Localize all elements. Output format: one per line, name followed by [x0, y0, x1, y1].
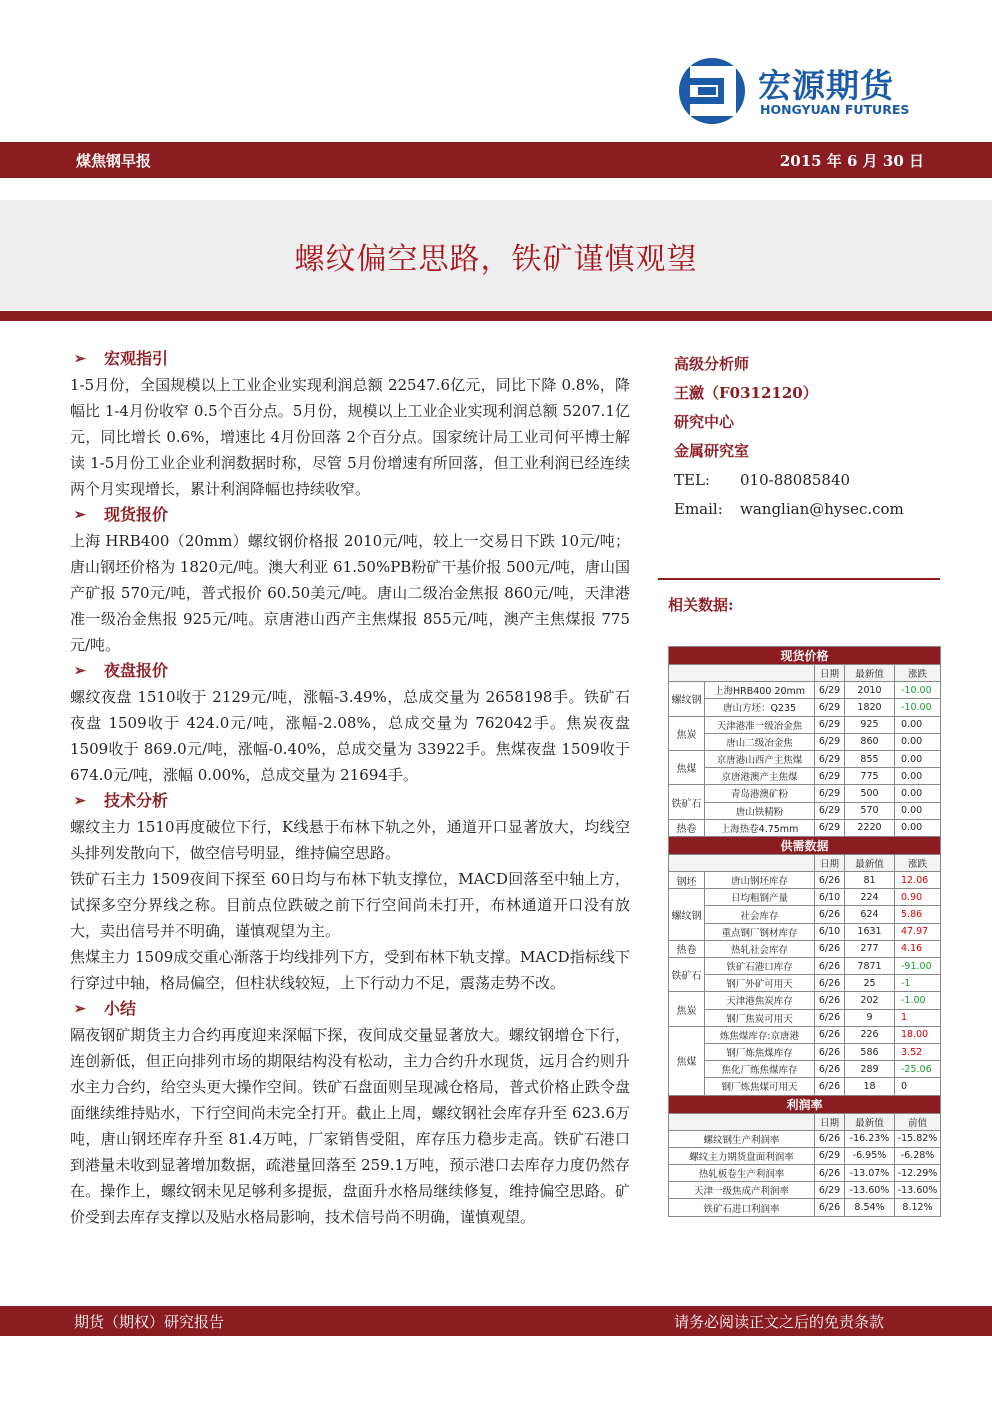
- row-date: 6/29: [815, 682, 845, 699]
- row-value: 1631: [845, 923, 895, 940]
- row-date: 6/26: [815, 872, 845, 889]
- table-row: [669, 750, 941, 767]
- bullet-arrow-icon: ➢: [74, 663, 86, 679]
- row-item-label: 天津一级焦成产利润率: [669, 1182, 815, 1199]
- row-prev-value: 8.12%: [895, 1199, 941, 1216]
- table-row: [669, 1009, 941, 1026]
- table-row: [669, 802, 941, 819]
- table-row: [669, 940, 941, 957]
- row-value: -6.95%: [845, 1147, 895, 1164]
- section-heading: 宏观指引: [104, 349, 169, 368]
- section-heading: 技术分析: [104, 791, 169, 810]
- section-paragraph: 1-5月份，全国规模以上工业企业实现利润总额 22547.6亿元，同比下降 0.8%，降幅比 1-4月份收窄 0.5个百分点。5月份，规模以上工业企业实现利润总额 5207.1亿元，同比增长 0.6%，增速比 4月份回落 2个百分点。国家统计局工业司何平博士解读 1-5月份工业企业利润数据时称，尽管 5月份增速有所回落，但工业利润已经连续两个月实现增长，累计利润降幅也持续收窄。: [70, 376, 630, 498]
- row-group-label: 焦炭: [669, 992, 705, 1026]
- table-row: [669, 785, 941, 802]
- logo-text-en: HONGYUAN FUTURES: [760, 102, 910, 117]
- row-date: 6/26: [815, 975, 845, 992]
- row-item-label: 唐山铁精粉: [705, 802, 815, 819]
- row-group-label: 热卷: [669, 819, 705, 836]
- email-link[interactable]: wanglian@hysec.com: [740, 500, 904, 518]
- table-row: [669, 975, 941, 992]
- table-row: [669, 958, 941, 975]
- section-paragraph: 螺纹夜盘 1510收于 2129元/吨，涨幅-3.49%，总成交量为 2658198手。铁矿石夜盘 1509收于 424.0元/吨，涨幅-2.08%，总成交量为 762042手。焦炭夜盘 1509收于 869.0元/吨，涨幅-0.40%，总成交量为 33922手。焦煤夜盘 1509收于 674.0元/吨，涨幅 0.00%，总成交量为 21694手。: [70, 688, 630, 784]
- row-value: 855: [845, 750, 895, 767]
- row-value: 925: [845, 716, 895, 733]
- row-change: 0.00: [895, 819, 941, 836]
- table-column-header: [669, 854, 941, 871]
- row-group-label: 铁矿石: [669, 958, 705, 992]
- section-heading: 夜盘报价: [104, 661, 169, 680]
- row-item-label: 焦化厂炼焦煤库存: [705, 1061, 815, 1078]
- row-change: 0.00: [895, 733, 941, 750]
- table-column-header: [669, 665, 941, 682]
- column-header-date: 日期: [815, 854, 845, 871]
- analyst-team: 金属研究室: [674, 442, 750, 460]
- row-value: 18: [845, 1078, 895, 1095]
- row-value: 9: [845, 1009, 895, 1026]
- row-date: 6/26: [815, 958, 845, 975]
- row-change: 0.90: [895, 889, 941, 906]
- market-data-table: [668, 646, 941, 1217]
- table-row: [669, 1130, 941, 1147]
- row-item-label: 日均粗钢产量: [705, 889, 815, 906]
- row-change: 0.00: [895, 750, 941, 767]
- table-column-header: [669, 1113, 941, 1130]
- row-date: 6/29: [815, 716, 845, 733]
- bullet-arrow-icon: ➢: [74, 793, 86, 809]
- row-prev-value: -15.82%: [895, 1130, 941, 1147]
- row-date: 6/29: [815, 733, 845, 750]
- table-section-header: [669, 1095, 941, 1113]
- row-value: 500: [845, 785, 895, 802]
- row-prev-value: -12.29%: [895, 1165, 941, 1182]
- row-item-label: 钢厂外矿可用天: [705, 975, 815, 992]
- table-row: [669, 889, 941, 906]
- row-change: 47.97: [895, 923, 941, 940]
- section-paragraph: 隔夜钢矿期货主力合约再度迎来深幅下探，夜间成交量显著放大。螺纹钢增仓下行，连创新低，但正向排列市场的期限结构没有松动，主力合约升水现货，远月合约则升水主力合约，给空头更大操作空间。铁矿石盘面则呈现减仓格局，普式价格止跌令盘面继续维持贴水，下行空间尚未完全打开。截止上周，螺纹钢社会库存升至 623.6万吨，唐山钢坯库存升至 81.4万吨，厂家销售受阻，库存压力稳步走高。铁矿石港口到港量未收到显著增加数据，疏港量回落至 259.1万吨，预示港口去库存力度仍然存在。操作上，螺纹钢未见足够利多提振，盘面升水格局继续修复，维持偏空思路。矿价受到去库存支撑以及贴水格局影响，技术信号尚不明确，谨慎观望。: [70, 1026, 630, 1226]
- table-row: [669, 1199, 941, 1216]
- company-logo: [676, 52, 936, 132]
- table-row: [669, 1043, 941, 1060]
- tel-value: 010-88085840: [740, 471, 851, 489]
- table-row: [669, 1078, 941, 1095]
- table-row: [669, 992, 941, 1009]
- bullet-arrow-icon: ➢: [74, 351, 86, 367]
- table-row: [669, 1061, 941, 1078]
- row-value: 860: [845, 733, 895, 750]
- row-value: 25: [845, 975, 895, 992]
- section-night: [70, 658, 630, 788]
- row-item-label: 螺纹钢生产利润率: [669, 1130, 815, 1147]
- row-item-label: 钢厂焦炭可用天: [705, 1009, 815, 1026]
- row-item-label: 天津港焦炭库存: [705, 992, 815, 1009]
- row-value: -13.07%: [845, 1165, 895, 1182]
- row-date: 6/26: [815, 1009, 845, 1026]
- section-paragraph: 铁矿石主力 1509夜间下探至 60日均与布林下轨支撑位，MACD回落至中轴上方，试探多空分界线之称。目前点位跌破之前下行空间尚未打开，布林通道开口没有放大，卖出信号并不明确，谨慎观望为主。: [70, 870, 630, 940]
- row-change: 3.52: [895, 1043, 941, 1060]
- table-row: [669, 1026, 941, 1043]
- row-item-label: 天津港准一级冶金焦: [705, 716, 815, 733]
- sidebar-divider: [658, 578, 940, 580]
- row-item-label: 唐山二级冶金焦: [705, 733, 815, 750]
- row-item-label: 热轧板卷生产利润率: [669, 1165, 815, 1182]
- table-row: [669, 923, 941, 940]
- row-value: 775: [845, 768, 895, 785]
- row-change: 5.86: [895, 906, 941, 923]
- row-change: 0.00: [895, 785, 941, 802]
- table-row: [669, 872, 941, 889]
- section-spot: [70, 502, 630, 658]
- section-paragraph: 焦煤主力 1509成交重心渐落于均线排列下方，受到布林下轨支撑。MACD指标线下行穿过中轴，格局偏空，但柱状线较短，上下行动力不足，震荡走势不改。: [70, 948, 630, 992]
- row-group-label: 铁矿石: [669, 785, 705, 819]
- row-item-label: 社会库存: [705, 906, 815, 923]
- row-value: 202: [845, 992, 895, 1009]
- row-change: 1: [895, 1009, 941, 1026]
- row-item-label: 螺纹主力期货盘面利润率: [669, 1147, 815, 1164]
- row-date: 6/26: [815, 1199, 845, 1216]
- row-change: 0.00: [895, 802, 941, 819]
- row-value: 570: [845, 802, 895, 819]
- row-date: 6/26: [815, 1078, 845, 1095]
- row-group-label: 钢坯: [669, 872, 705, 889]
- title-band: [0, 200, 992, 310]
- table-row: [669, 733, 941, 750]
- table-row: [669, 1147, 941, 1164]
- row-value: 277: [845, 940, 895, 957]
- report-date: 2015 年 6 月 30 日: [779, 152, 924, 170]
- row-date: 6/26: [815, 1026, 845, 1043]
- row-date: 6/26: [815, 992, 845, 1009]
- row-item-label: 京唐港山西产主焦煤: [705, 750, 815, 767]
- row-value: 586: [845, 1043, 895, 1060]
- row-change: -1.00: [895, 992, 941, 1009]
- email-label: Email:: [674, 500, 723, 518]
- row-item-label: 唐山方坯：Q235: [705, 699, 815, 716]
- row-prev-value: -13.60%: [895, 1182, 941, 1199]
- section-technical: [70, 788, 630, 996]
- row-group-label: 热卷: [669, 940, 705, 957]
- row-value: 624: [845, 906, 895, 923]
- row-value: 2220: [845, 819, 895, 836]
- row-change: 18.00: [895, 1026, 941, 1043]
- row-item-label: 铁矿石进口利润率: [669, 1199, 815, 1216]
- row-value: 7871: [845, 958, 895, 975]
- column-header-value: 最新值: [845, 665, 895, 682]
- table-section-header: [669, 836, 941, 854]
- row-value: 289: [845, 1061, 895, 1078]
- table-section-header: [669, 647, 941, 665]
- table-row: [669, 1182, 941, 1199]
- row-date: 6/29: [815, 699, 845, 716]
- row-item-label: 上海热卷4.75mm: [705, 819, 815, 836]
- column-header-value: 最新值: [845, 854, 895, 871]
- bullet-arrow-icon: ➢: [74, 507, 86, 523]
- row-group-label: 焦煤: [669, 750, 705, 784]
- tel-label: TEL:: [674, 471, 710, 489]
- row-date: 6/29: [815, 1147, 845, 1164]
- analyst-info: [674, 350, 954, 524]
- column-header-group: [669, 665, 815, 682]
- report-type: 煤焦钢早报: [76, 152, 152, 170]
- row-item-label: 炼焦煤库存:京唐港: [705, 1026, 815, 1043]
- table-row: [669, 906, 941, 923]
- row-date: 6/10: [815, 889, 845, 906]
- row-group-label: 螺纹钢: [669, 682, 705, 716]
- report-title: 螺纹偏空思路，铁矿谨慎观望: [294, 242, 698, 277]
- section-paragraph: 上海 HRB400（20mm）螺纹钢价格报 2010元/吨，较上一交易日下跌 10元/吨；唐山钢坯价格为 1820元/吨。澳大利亚 61.50%PB粉矿干基价报 500元/吨，唐山国产矿报 570元/吨，普式报价 60.50美元/吨。唐山二级冶金焦报 860元/吨，天津港准一级冶金焦报 925元/吨。京唐港山西产主焦煤报 855元/吨，澳产主焦煤报 775元/吨。: [70, 532, 630, 654]
- section-heading: 小结: [104, 999, 137, 1018]
- row-date: 6/29: [815, 785, 845, 802]
- bullet-arrow-icon: ➢: [74, 1001, 86, 1017]
- row-change: 0.00: [895, 716, 941, 733]
- row-date: 6/10: [815, 923, 845, 940]
- row-date: 6/26: [815, 1130, 845, 1147]
- spot-section-title: 现货价格: [669, 647, 941, 665]
- row-group-label: 焦煤: [669, 1026, 705, 1095]
- supply-section-title: 供需数据: [669, 836, 941, 854]
- column-header-change: 涨跌: [895, 665, 941, 682]
- row-date: 6/29: [815, 819, 845, 836]
- analyst-name: 王瀲（F0312120）: [674, 384, 818, 402]
- row-item-label: 唐山钢坯库存: [705, 872, 815, 889]
- row-value: 8.54%: [845, 1199, 895, 1216]
- main-content: [70, 346, 630, 1230]
- row-change: -91.00: [895, 958, 941, 975]
- column-header-prev: 前值: [895, 1113, 941, 1130]
- column-header-date: 日期: [815, 1113, 845, 1130]
- row-date: 6/29: [815, 1182, 845, 1199]
- column-header-change: 涨跌: [895, 854, 941, 871]
- row-date: 6/26: [815, 940, 845, 957]
- analyst-email: [674, 495, 954, 524]
- row-date: 6/29: [815, 750, 845, 767]
- section-paragraph: 螺纹主力 1510再度破位下行，K线悬于布林下轨之外，通道开口显著放大，均线空头排列发散向下，做空信号明显，维持偏空思路。: [70, 818, 630, 862]
- row-item-label: 京唐港澳产主焦煤: [705, 768, 815, 785]
- row-change: -1: [895, 975, 941, 992]
- table-row: [669, 682, 941, 699]
- table-row: [669, 716, 941, 733]
- analyst-dept: 研究中心: [674, 413, 735, 431]
- row-change: 12.06: [895, 872, 941, 889]
- row-value: 2010: [845, 682, 895, 699]
- title-divider: [0, 311, 992, 321]
- row-group-label: 焦炭: [669, 716, 705, 750]
- column-header-item: [669, 1113, 815, 1130]
- related-data-label: 相关数据:: [668, 596, 734, 614]
- footer-disclaimer: 请务必阅读正文之后的免责条款: [673, 1313, 884, 1331]
- row-change: -10.00: [895, 699, 941, 716]
- report-header-bar: [0, 142, 992, 178]
- column-header-group: [669, 854, 815, 871]
- row-change: 4.16: [895, 940, 941, 957]
- row-date: 6/26: [815, 1165, 845, 1182]
- row-date: 6/26: [815, 1043, 845, 1060]
- section-heading: 现货报价: [104, 505, 169, 524]
- column-header-value: 最新值: [845, 1113, 895, 1130]
- row-value: 1820: [845, 699, 895, 716]
- table-row: [669, 768, 941, 785]
- row-value: 81: [845, 872, 895, 889]
- row-item-label: 青岛港澳矿粉: [705, 785, 815, 802]
- row-change: 0: [895, 1078, 941, 1095]
- table-row: [669, 819, 941, 836]
- table-row: [669, 699, 941, 716]
- row-change: -25.06: [895, 1061, 941, 1078]
- row-item-label: 重点钢厂钢材库存: [705, 923, 815, 940]
- row-change: 0.00: [895, 768, 941, 785]
- row-value: 224: [845, 889, 895, 906]
- analyst-title: 高级分析师: [674, 355, 750, 373]
- row-item-label: 铁矿石港口库存: [705, 958, 815, 975]
- row-item-label: 热轧社会库存: [705, 940, 815, 957]
- row-date: 6/26: [815, 1061, 845, 1078]
- section-macro: [70, 346, 630, 502]
- row-item-label: 上海HRB400 20mm: [705, 682, 815, 699]
- row-date: 6/29: [815, 802, 845, 819]
- page-footer: [0, 1306, 992, 1336]
- logo-text-cn: 宏源期货: [758, 66, 894, 105]
- footer-left: 期货（期权）研究报告: [74, 1313, 225, 1331]
- hongyuan-logo-icon: [676, 56, 748, 126]
- profit-section-title: 利润率: [669, 1095, 941, 1113]
- column-header-date: 日期: [815, 665, 845, 682]
- row-item-label: 钢厂炼焦煤可用天: [705, 1078, 815, 1095]
- row-date: 6/29: [815, 768, 845, 785]
- analyst-tel: [674, 466, 954, 495]
- row-item-label: 钢厂炼焦煤库存: [705, 1043, 815, 1060]
- row-value: -13.60%: [845, 1182, 895, 1199]
- row-date: 6/26: [815, 906, 845, 923]
- table-row: [669, 1165, 941, 1182]
- row-value: 226: [845, 1026, 895, 1043]
- row-change: -10.00: [895, 682, 941, 699]
- section-summary: [70, 996, 630, 1230]
- row-value: -16.23%: [845, 1130, 895, 1147]
- row-group-label: 螺纹钢: [669, 889, 705, 941]
- row-prev-value: -6.28%: [895, 1147, 941, 1164]
